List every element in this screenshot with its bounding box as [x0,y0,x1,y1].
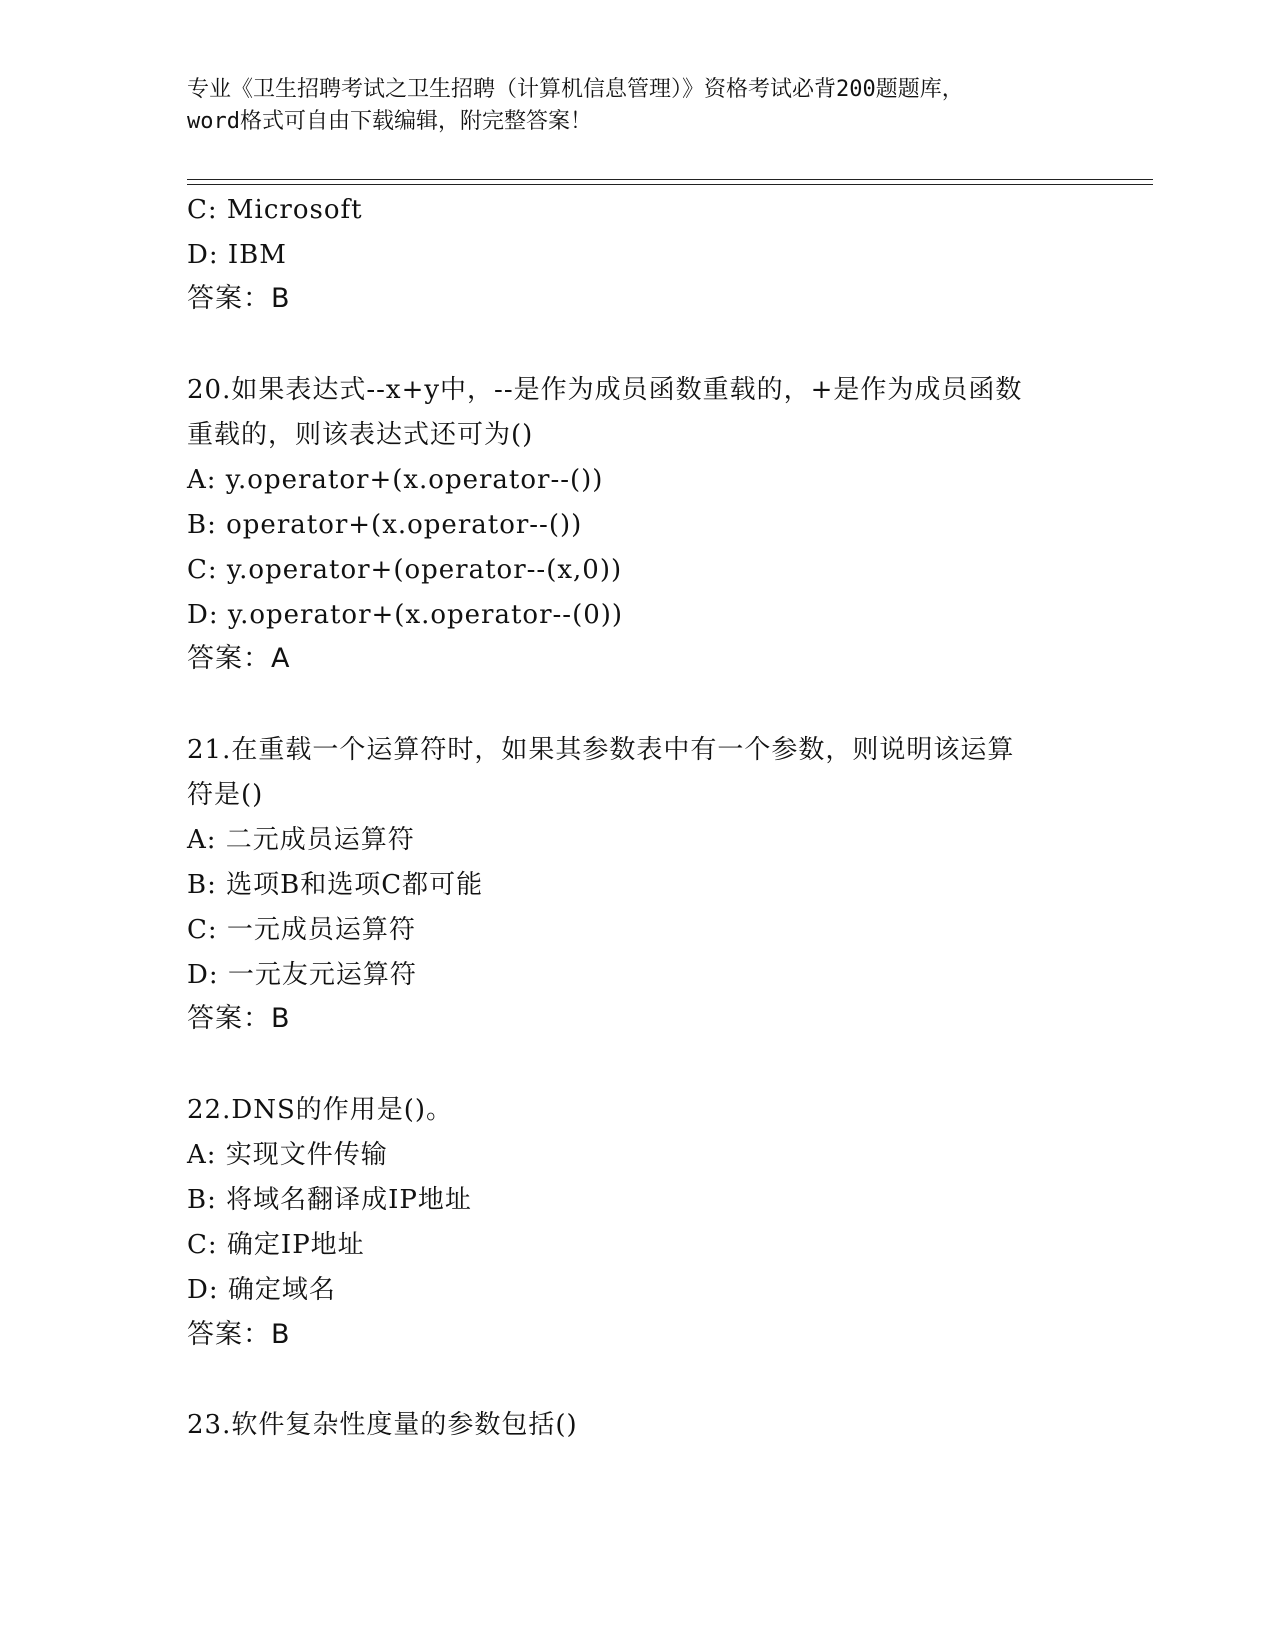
header-title-line-1: 专业《卫生招聘考试之卫生招聘（计算机信息管理）》资格考试必背200题题库， [187,77,964,102]
q20-stem-line-1: 20.如果表达式--x+y中，--是作为成员函数重载的，+是作为成员函数 [187,375,1023,405]
q22-option-b: B: 将域名翻译成IP地址 [187,1185,472,1215]
header-title-line-2: word格式可自由下载编辑，附完整答案！ [187,109,592,134]
q22-option-a: A: 实现文件传输 [187,1140,388,1170]
q20-answer: 答案：A [187,643,291,674]
q21-option-c: C: 一元成员运算符 [187,915,416,945]
q22-option-d: D: 确定域名 [187,1275,336,1305]
q22-answer: 答案：B [187,1319,291,1350]
q19-option-c: C: Microsoft [187,195,363,225]
q19-option-d: D: IBM [187,240,287,270]
q20-option-d: D: y.operator+(x.operator--(0)) [187,600,624,630]
q19-answer: 答案：B [187,283,291,314]
header-divider-top [187,179,1153,180]
header-divider-bottom [187,184,1153,185]
q21-stem-line-2: 符是() [187,780,264,810]
document-header [187,74,1087,138]
q22-stem: 22.DNS的作用是()。 [187,1095,454,1125]
q20-stem-line-2: 重载的，则该表达式还可为() [187,420,534,450]
q21-option-d: D: 一元友元运算符 [187,960,417,990]
q21-option-a: A: 二元成员运算符 [187,825,415,855]
q21-stem-line-1: 21.在重载一个运算符时，如果其参数表中有一个参数，则说明该运算 [187,735,1015,765]
q20-option-c: C: y.operator+(operator--(x,0)) [187,555,623,585]
q23-stem: 23.软件复杂性度量的参数包括() [187,1410,578,1440]
q20-option-a: A: y.operator+(x.operator--()) [187,465,604,495]
q21-answer: 答案：B [187,1003,291,1034]
q21-option-b: B: 选项B和选项C都可能 [187,870,484,900]
q20-option-b: B: operator+(x.operator--()) [187,510,583,540]
q22-option-c: C: 确定IP地址 [187,1230,365,1260]
